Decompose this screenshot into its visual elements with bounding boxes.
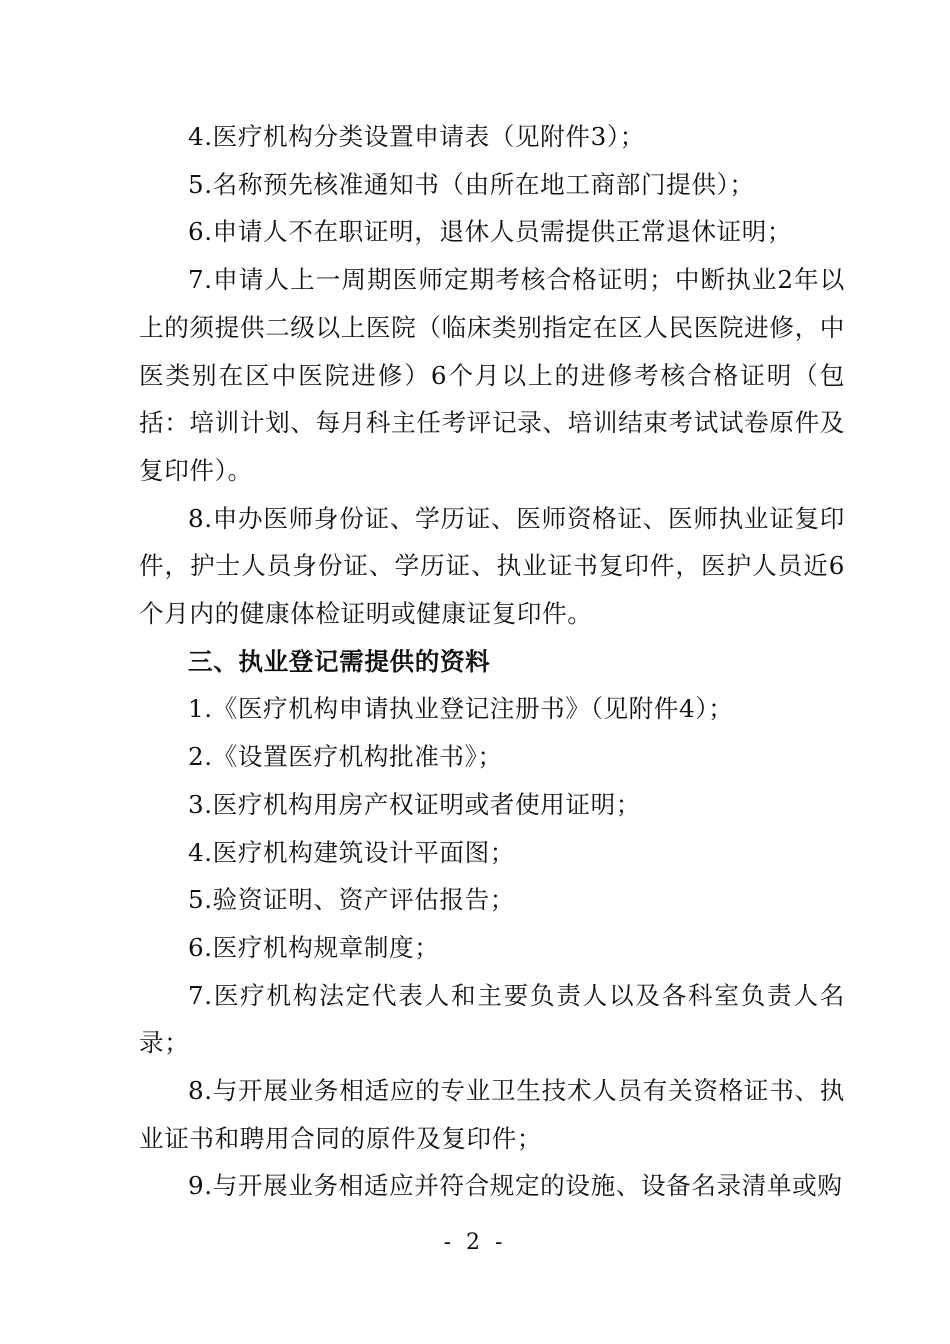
list-item: 3.医疗机构用房产权证明或者使用证明；	[188, 789, 641, 819]
list-item: 9.与开展业务相适应并符合规定的设施、设备名录清单或购	[188, 1171, 843, 1201]
list-item: 5.验资证明、资产评估报告；	[188, 885, 515, 915]
section-heading: 三、执业登记需提供的资料	[188, 646, 491, 676]
list-item: 6.申请人不在职证明，退休人员需提供正常退休证明；	[188, 217, 793, 247]
list-item: 1.《医疗机构申请执业登记注册书》（见附件4）；	[188, 694, 734, 724]
list-item: 6.医疗机构规章制度；	[188, 932, 440, 962]
list-item: 4.医疗机构建筑设计平面图；	[188, 837, 515, 867]
list-item: 5.名称预先核准通知书（由所在地工商部门提供）；	[188, 169, 755, 199]
list-item: 2.《设置医疗机构批准书》；	[188, 742, 503, 772]
list-item: 8.与开展业务相适应的专业卫生技术人员有关资格证书、执业证书和聘用合同的原件及复印件；	[139, 1076, 845, 1153]
page-number: - 2 -	[443, 1230, 507, 1255]
list-item: 7.医疗机构法定代表人和主要负责人以及各科室负责人名录；	[139, 980, 845, 1058]
list-item: 8.申办医师身份证、学历证、医师资格证、医师执业证复印件，护士人员身份证、学历证、执业证书复印件，医护人员近6个月内的健康体检证明或健康证复印件。	[139, 503, 845, 629]
list-item: 4.医疗机构分类设置申请表（见附件3）；	[188, 122, 645, 151]
list-item: 7.申请人上一周期医师定期考核合格证明；中断执业2年以上的须提供二级以上医院（临床类别指定在区人民医院进修，中医类别在区中医院进修）6个月以上的进修考核合格证明（包括：培训计划、每月科主任考评记录、培训结束考试试卷原件及复印件）。	[139, 265, 845, 485]
document-body	[139, 113, 845, 1210]
